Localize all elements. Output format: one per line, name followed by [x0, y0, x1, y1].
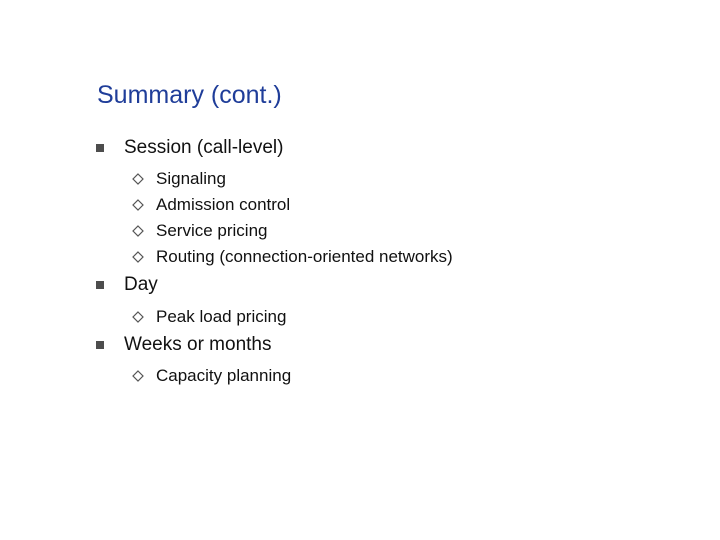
list-item-capacity-planning: Capacity planning	[156, 366, 292, 385]
slide-title: Summary (cont.)	[97, 81, 282, 109]
square-bullet-icon	[96, 341, 104, 349]
list-item-routing: Routing (connection-oriented networks)	[156, 247, 453, 266]
section-heading-day: Day	[124, 274, 158, 295]
diamond-bullet-icon	[132, 370, 144, 382]
diamond-bullet-icon	[132, 173, 144, 185]
list-item-peak-load-pricing: Peak load pricing	[156, 307, 287, 326]
list-item-service-pricing: Service pricing	[156, 221, 268, 240]
section-heading-session: Session (call-level)	[124, 137, 284, 158]
diamond-bullet-icon	[132, 225, 144, 237]
square-bullet-icon	[96, 281, 104, 289]
square-bullet-icon	[96, 144, 104, 152]
diamond-bullet-icon	[132, 199, 144, 211]
diamond-bullet-icon	[132, 311, 144, 323]
list-item-admission-control: Admission control	[156, 195, 291, 214]
section-heading-weeks-or-months: Weeks or months	[124, 334, 272, 355]
diamond-bullet-icon	[132, 251, 144, 263]
list-item-signaling: Signaling	[156, 169, 226, 188]
